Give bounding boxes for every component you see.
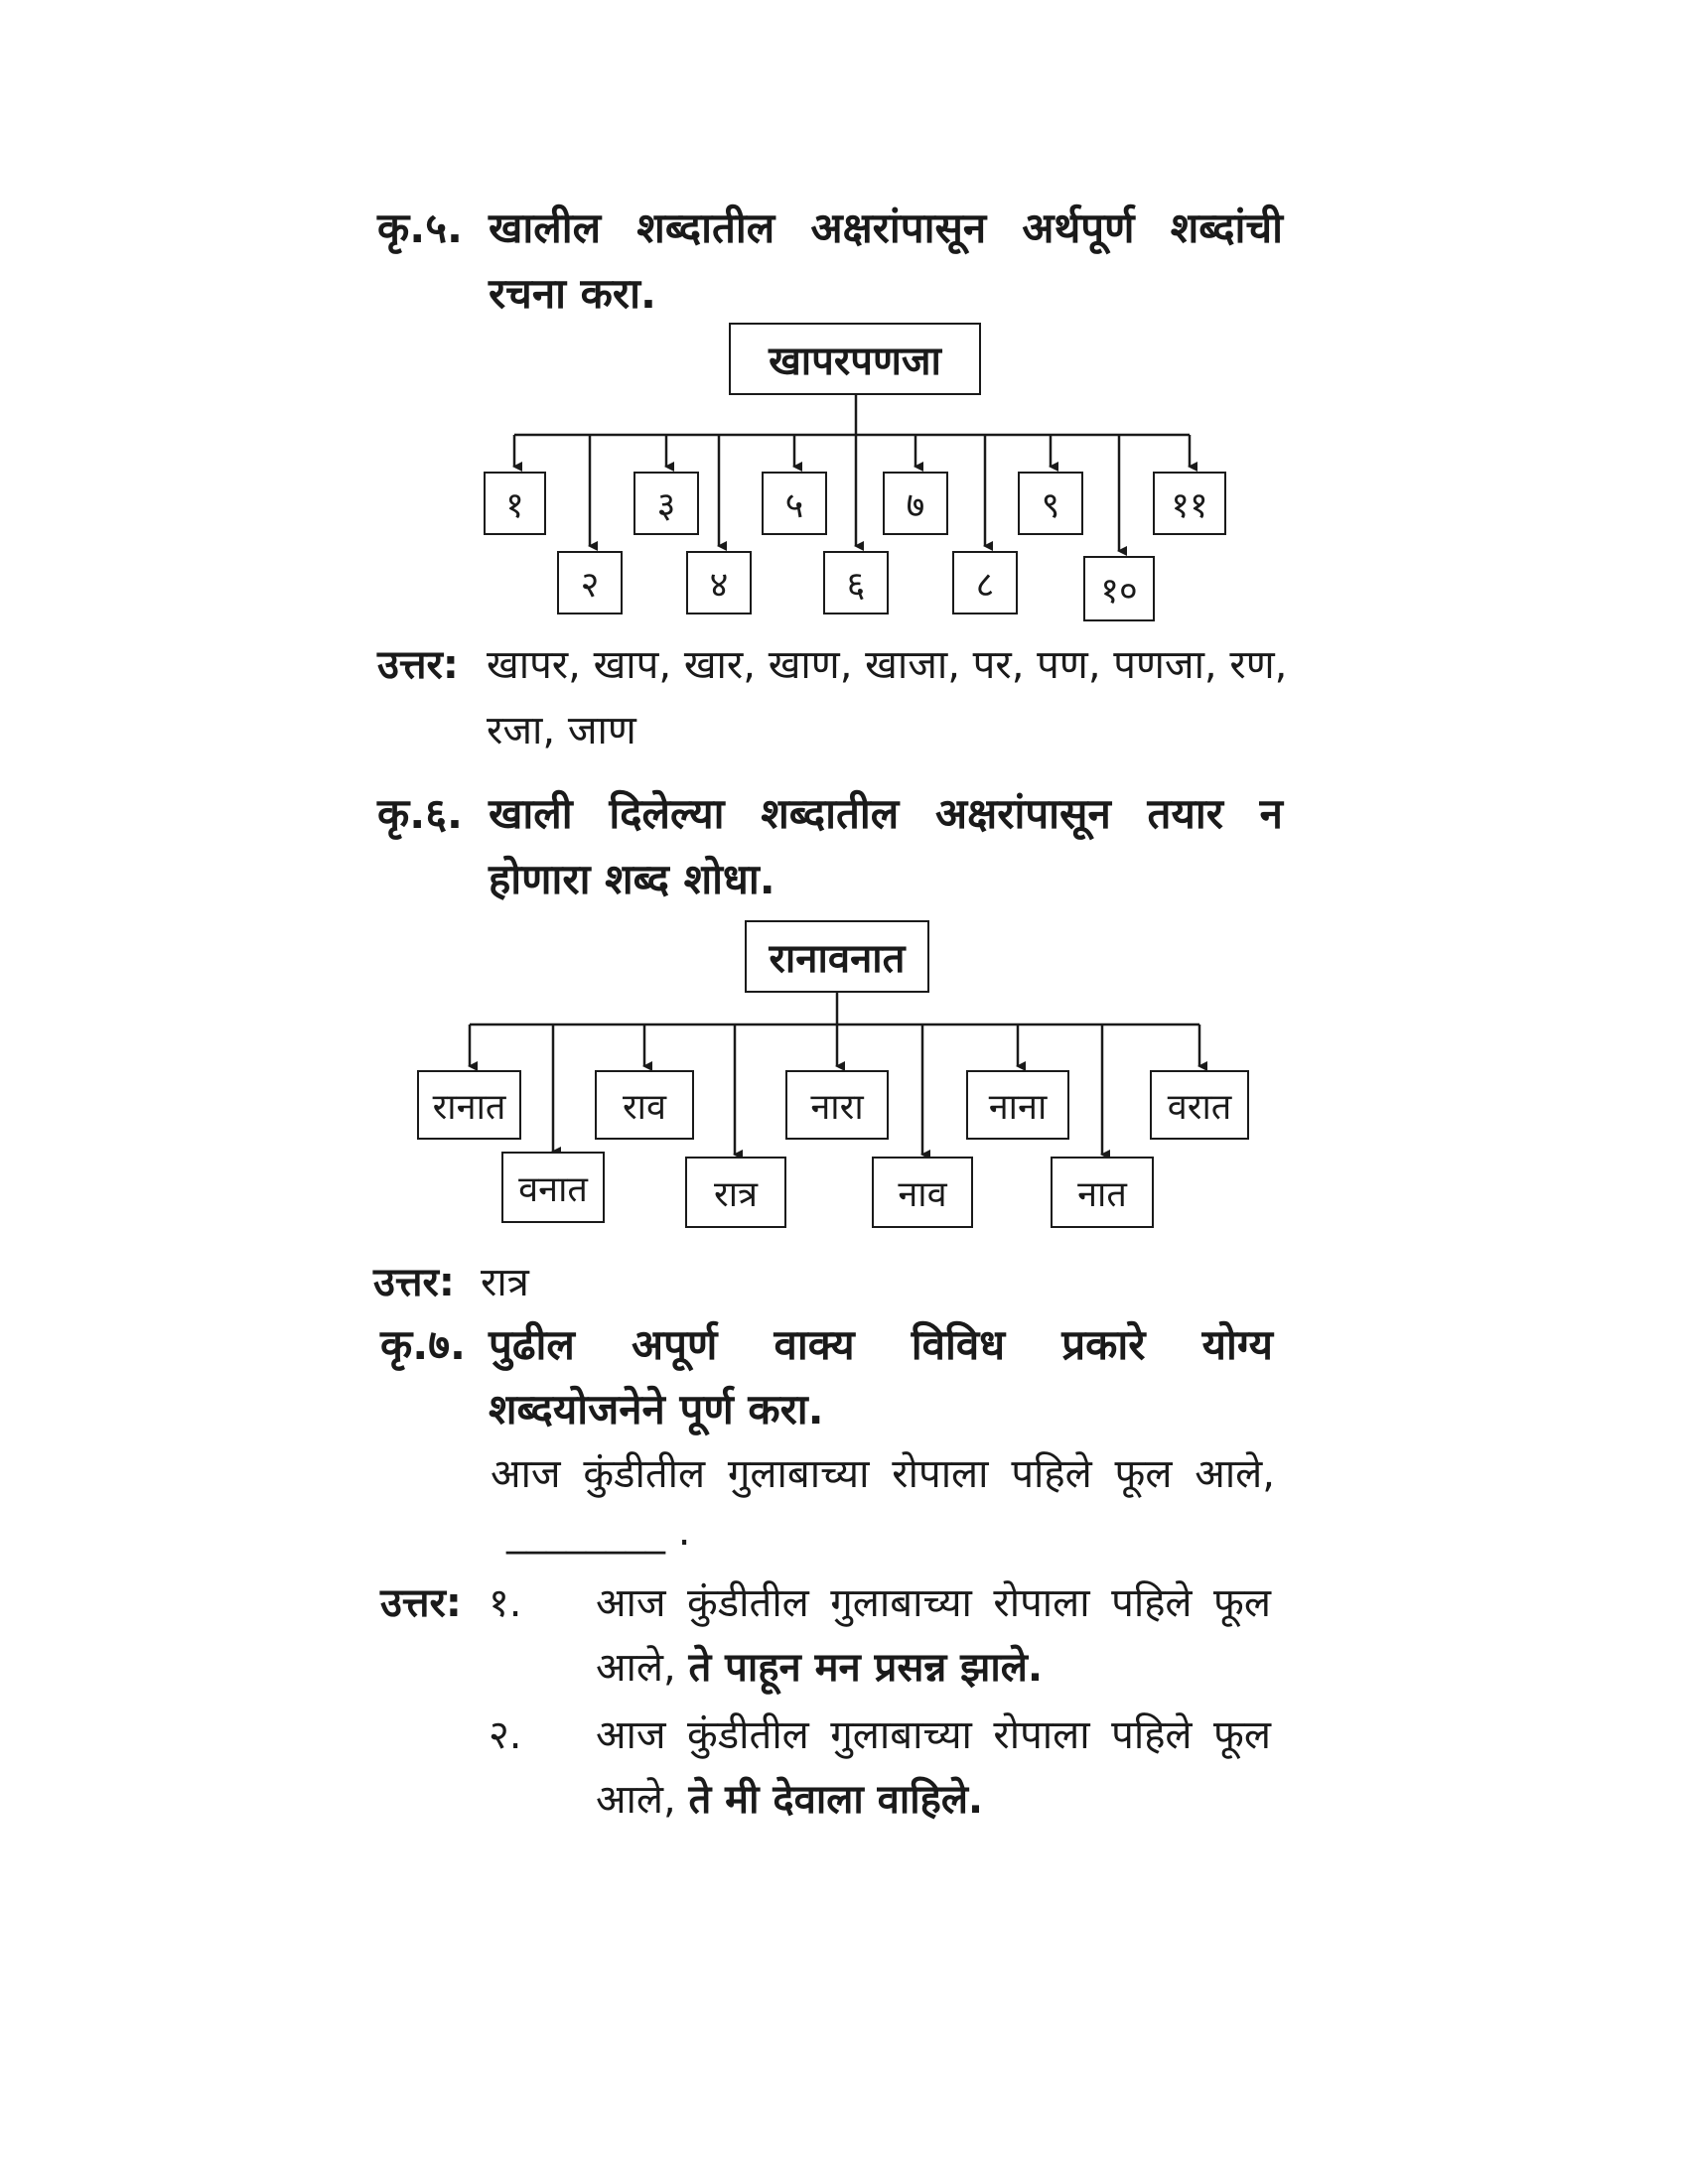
answer-text <box>596 1770 983 1825</box>
word-box: नारा <box>785 1070 889 1140</box>
root-word-box: रानावनात <box>745 920 929 993</box>
answer-text: खापर, खाप, खार, खाण, खाजा, पर, पण, पणजा, रण, <box>487 642 1288 688</box>
answer-number: १. <box>489 1580 522 1626</box>
word-box: नाव <box>872 1157 973 1228</box>
answer-text: रात्र <box>481 1260 529 1305</box>
question-text: होणारा शब्द शोधा. <box>489 855 775 903</box>
answer-text: आज कुंडीतील गुलाबाच्या रोपाला पहिले फूल <box>596 1580 1271 1626</box>
word-box: नाना <box>966 1070 1069 1140</box>
number-box: ७ <box>883 472 948 535</box>
question-text: खालील शब्दातील अक्षरांपासून अर्थपूर्ण शब्दांची <box>489 204 1283 252</box>
word-box: वनात <box>501 1152 605 1223</box>
answer-text-bold: ते मी देवाला वाहिले. <box>688 1777 984 1823</box>
word-box: रानात <box>417 1070 521 1140</box>
question-text: रचना करा. <box>489 269 656 318</box>
answer-label: उत्तर: <box>373 1260 455 1305</box>
answer-text: आज कुंडीतील गुलाबाच्या रोपाला पहिले फूल <box>596 1712 1271 1758</box>
number-box: ११ <box>1153 472 1226 535</box>
word-box: वरात <box>1150 1070 1249 1140</box>
answer-label: उत्तर: <box>380 1580 462 1626</box>
blank-line: ________ . <box>506 1509 691 1555</box>
question-text: खाली दिलेल्या शब्दातील अक्षरांपासून तयार न <box>489 789 1283 838</box>
question-number: कृ.७. <box>380 1320 467 1369</box>
word-box: राव <box>595 1070 694 1140</box>
number-box: ४ <box>686 551 752 614</box>
number-box: १० <box>1083 556 1155 621</box>
word-box: नात <box>1051 1157 1154 1228</box>
number-box: ६ <box>823 551 889 614</box>
question-text: शब्दयोजनेने पूर्ण करा. <box>489 1385 824 1433</box>
answer-number: २. <box>489 1712 522 1758</box>
number-box: ३ <box>633 472 699 535</box>
number-box: २ <box>557 551 623 614</box>
number-box: १ <box>484 472 546 535</box>
answer-label: उत्तर: <box>377 642 459 688</box>
question-number: कृ.५. <box>377 204 464 252</box>
incomplete-sentence: आज कुंडीतील गुलाबाच्या रोपाला पहिले फूल आले, <box>491 1451 1275 1497</box>
answer-text-plain: आले, <box>596 1645 689 1691</box>
number-box: ५ <box>762 472 827 535</box>
question-number: कृ.६. <box>377 789 464 838</box>
number-box: ८ <box>952 551 1018 614</box>
number-box: ९ <box>1018 472 1083 535</box>
answer-text: रजा, जाण <box>487 708 636 753</box>
answer-text <box>596 1638 1043 1693</box>
word-box: रात्र <box>685 1157 786 1228</box>
root-word-box: खापरपणजा <box>729 323 981 395</box>
answer-text-plain: आले, <box>596 1777 689 1823</box>
answer-text-bold: ते पाहून मन प्रसन्न झाले. <box>688 1645 1044 1691</box>
question-text: पुढील अपूर्ण वाक्य विविध प्रकारे योग्य <box>489 1320 1273 1369</box>
